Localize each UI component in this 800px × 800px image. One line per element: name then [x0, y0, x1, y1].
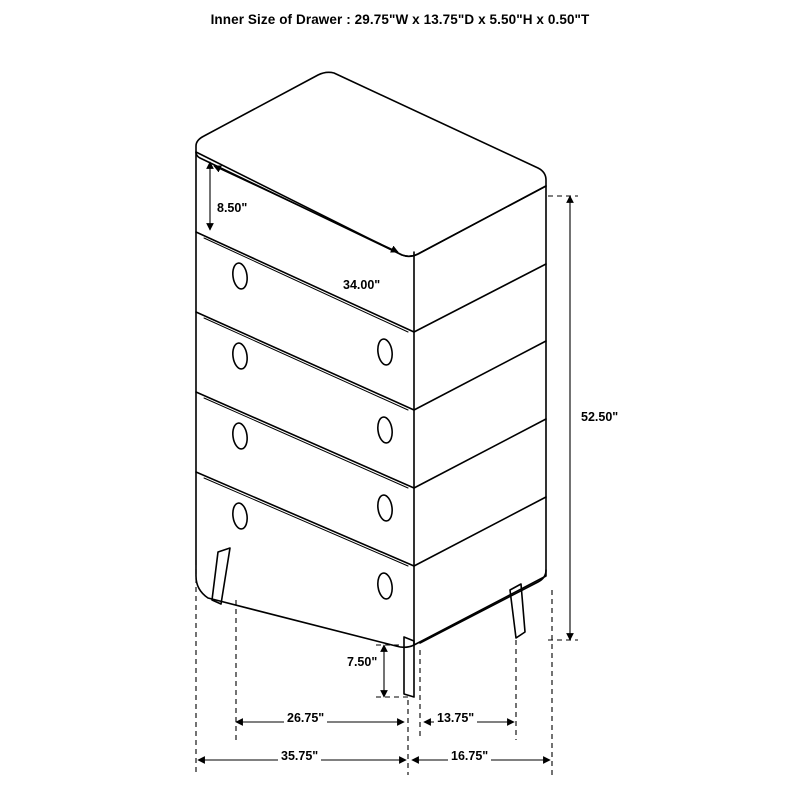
drawer-pull-1-right [376, 338, 393, 366]
dim-label-front-width: 26.75" [284, 710, 327, 726]
drawer-divider-2-side [414, 341, 546, 410]
dim-label-top-drawer-height: 8.50" [214, 200, 250, 216]
drawer-pull-4-left [231, 502, 248, 530]
leg-front-left [212, 548, 230, 604]
dim-label-leg-height: 7.50" [344, 654, 380, 670]
drawer-pull-3-right [376, 494, 393, 522]
drawer-divider-4-side [414, 497, 546, 566]
chest-body [196, 72, 546, 697]
dim-label-overall-front: 35.75" [278, 748, 321, 764]
drawer-pull-1-left [231, 262, 248, 290]
drawer-pull-2-left [231, 342, 248, 370]
drawer-pull-2-right [376, 416, 393, 444]
dim-label-top-width: 34.00" [340, 277, 383, 293]
dimension-annotations [196, 162, 578, 775]
dim-label-total-height: 52.50" [578, 409, 621, 425]
drawer-pull-3-left [231, 422, 248, 450]
chest-top-surface [196, 72, 546, 256]
chest-side-face [414, 186, 546, 645]
drawer-pull-4-right [376, 572, 393, 600]
dim-label-side-depth: 13.75" [434, 710, 477, 726]
drawer-divider-3-side [414, 419, 546, 488]
dim-label-overall-side: 16.75" [448, 748, 491, 764]
page-title: Inner Size of Drawer : 29.75"W x 13.75"D x 5.50"H x 0.50"T [210, 12, 590, 27]
drawer-divider-1-side [414, 264, 546, 332]
